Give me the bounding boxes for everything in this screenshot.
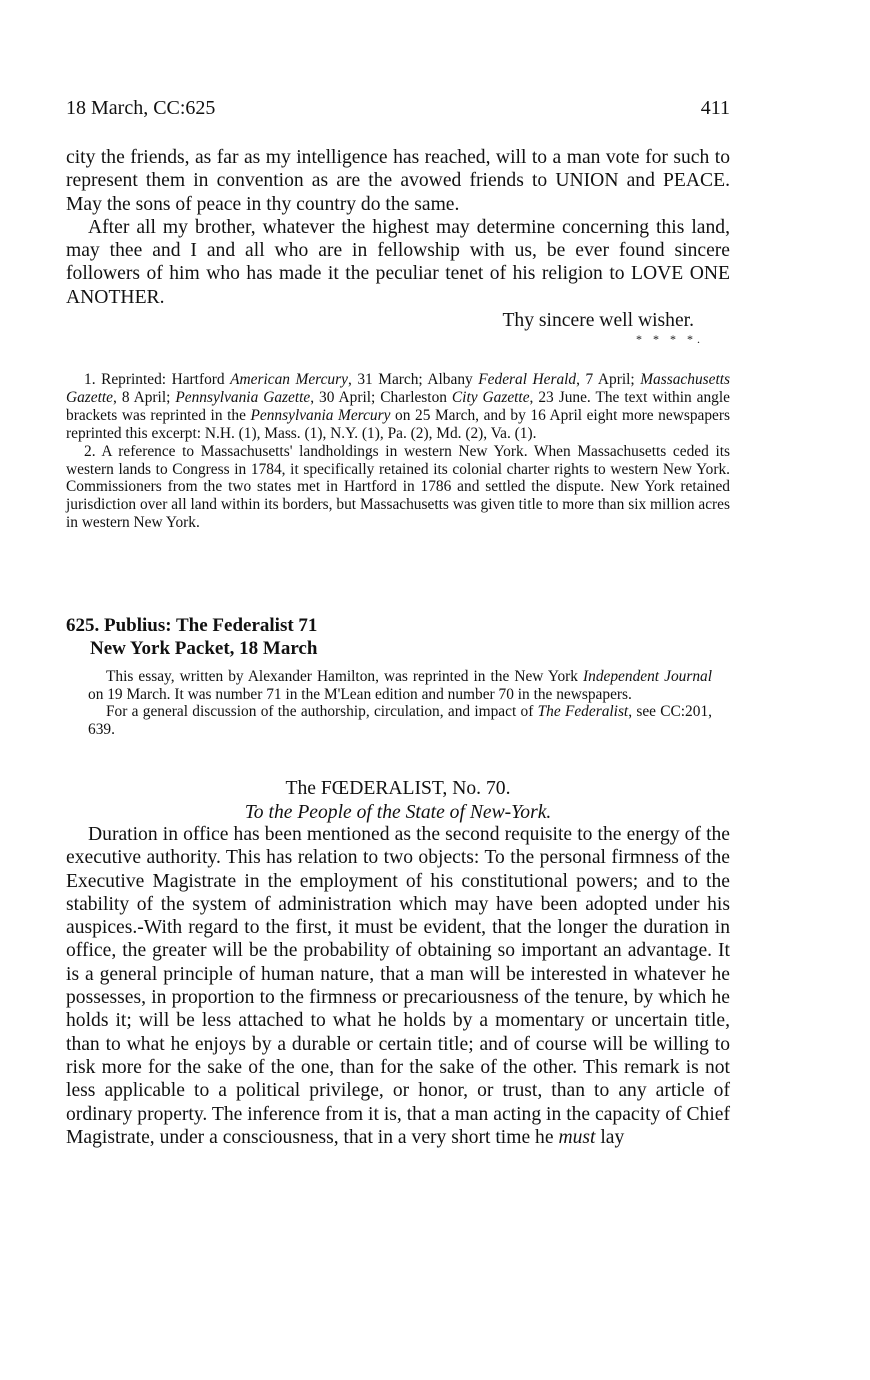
letter-signature: * * * *. [636, 332, 704, 347]
headnote [88, 668, 712, 738]
essay-title: The FŒDERALIST, No. 70. [285, 778, 511, 799]
footnote-2: 2. A reference to Massachusetts' landholdings in western New York. When Massachusetts ceded its western lands to Congress in 1784, it specifically retained its colonial charter rights to western New York. Commissioners from the two states met in Hartford in 1786 and settled the dispute. New York retained jurisdiction over all land within its borders, but Massachusetts was given title to more than six million acres in western New York. [66, 442, 730, 532]
essay-paragraph: Duration in office has been mentioned as the second requisite to the energy of the executive authority. This has relation to two objects: To the personal firmness of the Executive Magistrate in the employment of his constitutional powers; and to the stability of the system of administration which may have been adopted under his auspices.-With regard to the first, it must be evident, that the longer the duration in office, the greater will be the probability of obtaining so important an advantage. It is a general principle of human nature, that a man will be interested in whatever he possesses, in proportion to the firmness or precariousness of the tenure, by which he holds it; will be less attached to what he holds by a momentary or uncertain title, than to what he enjoys by a durable or certain title; and of course will be willing to risk more for the sake of the one, than for the sake of the other. This remark is not less applicable to a political privilege, or honor, or trust, than to any article of ordinary property. The inference from it is, that a man acting in the capacity of Chief Magistrate, under a consciousness, that in a very short time he must lay [66, 824, 730, 1148]
document-heading [66, 614, 730, 660]
letter-paragraph: After all my brother, whatever the highest may determine concerning this land, may thee and I and all who are in fellowship with us, be ever found sincere followers of him who has made it the peculiar tenet of his religion to LOVE ONE ANOTHER. [66, 216, 730, 308]
footnote-1: 1. Reprinted: Hartford American Mercury, 31 March; Albany Federal Herald, 7 April; Massachusetts Gazette, 8 April; Pennsylvania Gazette, 30 April; Charleston City Gazette, 23 June. The text within angle brackets was reprinted in the Pennsylvania Mercury on 25 March, and by 16 April eight more newspapers reprinted this excerpt: N.H. (1), Mass. (1), N.Y. (1), Pa. (2), Md. (2), Va. (1). [66, 371, 731, 442]
letter-paragraph: city the friends, as far as my intelligence has reached, will to a man vote for such to represent them in convention as are the avowed friends to UNION and PEACE. May the sons of peace in thy country do the same. [66, 147, 730, 215]
letter-closing: Thy sincere well wisher. [502, 310, 694, 332]
letter-body [66, 146, 730, 346]
headnote-paragraph: This essay, written by Alexander Hamilton, was reprinted in the New York Independent Journal on 19 March. It was number 71 in the M'Lean edition and number 70 in the newspapers. [88, 668, 712, 703]
essay-addressee: To the People of the State of New-York. [244, 802, 552, 823]
running-head-date: 18 March, CC:625 [66, 97, 216, 119]
document-title: 625. Publius: The Federalist 71 [66, 615, 318, 636]
footnotes [66, 371, 730, 532]
document-source: New York Packet, 18 March [90, 638, 318, 659]
page-number: 411 [700, 97, 730, 119]
headnote-paragraph: For a general discussion of the authorship, circulation, and impact of The Federalist, see CC:201, 639. [88, 703, 712, 738]
essay-body [66, 823, 730, 1149]
